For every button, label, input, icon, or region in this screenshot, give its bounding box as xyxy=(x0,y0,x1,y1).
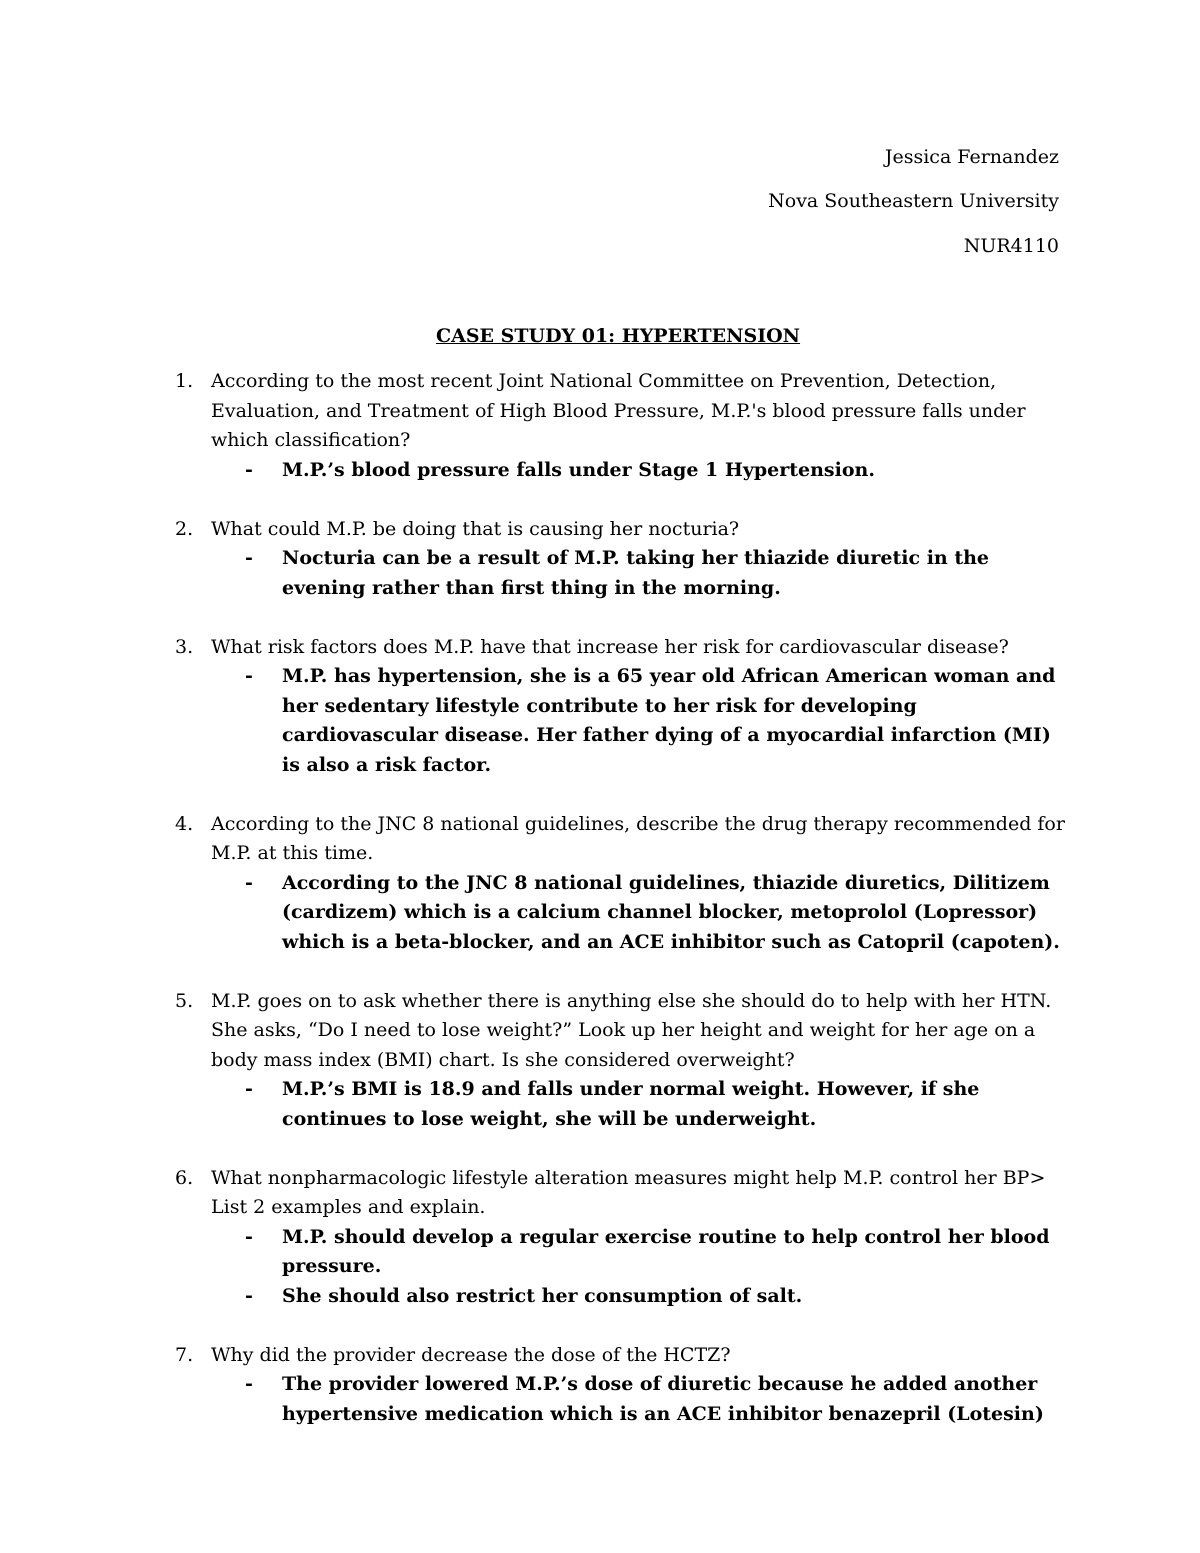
answer-item xyxy=(211,1282,1075,1312)
question-number: 6. xyxy=(175,1166,194,1189)
question-text: M.P. goes on to ask whether there is anything else she should do to help with her HTN. She asks, “Do I need to lose weight?” Look up her height and weight for her age on a body mass index (BMI) chart. Is she considered overweight? xyxy=(211,989,1052,1071)
answer-item xyxy=(211,1075,1075,1134)
question-list xyxy=(175,367,1075,1459)
question-item xyxy=(175,987,1075,1135)
bullet-dash: - xyxy=(245,1373,253,1395)
answer-text: M.P. should develop a regular exercise routine to help control her blood pressure. xyxy=(282,1225,1050,1277)
answer-text: Nocturia can be a result of M.P. taking her thiazide diuretic in the evening rather than first thing in the morning. xyxy=(282,547,990,599)
answer-text: M.P.’s BMI is 18.9 and falls under normal weight. However, if she continues to lose weight, she will be underweight. xyxy=(282,1078,980,1130)
answer-text: M.P. has hypertension, she is a 65 year old African American woman and her sedentary lifestyle contribute to her risk for developing cardiovascular disease. Her father dying of a myocardial infarction (MI) is also a risk factor. xyxy=(282,665,1056,776)
bullet-dash: - xyxy=(245,1225,253,1248)
question-number: 1. xyxy=(175,370,194,392)
question-item xyxy=(175,367,1075,485)
question-number: 3. xyxy=(175,635,194,658)
answer-item xyxy=(211,544,1075,603)
question-item xyxy=(175,810,1075,958)
question-text: According to the most recent Joint National Committee on Prevention, Detection, Evaluation, and Treatment of High Blood Pressure, M.P.'s blood pressure falls under which classification? xyxy=(211,370,1026,451)
answer-text: She should also restrict her consumption of salt. xyxy=(282,1284,803,1307)
answer-item xyxy=(211,869,1075,958)
question-item xyxy=(175,633,1075,781)
university-name: Nova Southeastern University xyxy=(768,190,1059,212)
bullet-dash: - xyxy=(245,665,253,687)
answer-item xyxy=(211,1223,1075,1282)
question-number: 7. xyxy=(175,1343,194,1366)
bullet-dash: - xyxy=(245,871,253,894)
document-title: CASE STUDY 01: HYPERTENSION xyxy=(435,325,801,347)
question-text: What risk factors does M.P. have that increase her risk for cardiovascular disease? xyxy=(211,635,1009,658)
question-item xyxy=(175,1341,1075,1430)
answer-text: M.P.’s blood pressure falls under Stage 1 Hypertension. xyxy=(282,458,875,481)
question-number: 2. xyxy=(175,517,194,540)
answer-text: According to the JNC 8 national guidelines, thiazide diuretics, Dilitizem (cardizem) which is a calcium channel blocker, metoprolol (Lopressor) which is a beta-blocker, and an ACE inhibitor such as Catopril (capoten). xyxy=(282,871,1060,953)
question-number: 5. xyxy=(175,989,194,1012)
bullet-dash: - xyxy=(245,1284,253,1307)
question-item xyxy=(175,1164,1075,1312)
answer-item xyxy=(211,1370,1075,1429)
course-code: NUR4110 xyxy=(963,235,1059,257)
question-text: What nonpharmacologic lifestyle alteration measures might help M.P. control her BP> List 2 examples and explain. xyxy=(211,1166,1046,1218)
question-text: Why did the provider decrease the dose of the HCTZ? xyxy=(211,1343,731,1366)
question-item xyxy=(175,515,1075,604)
answer-text: The provider lowered M.P.’s dose of diuretic because he added another hypertensive medication which is an ACE inhibitor benazepril (Lotesin) xyxy=(282,1373,1044,1425)
bullet-dash: - xyxy=(245,547,253,569)
bullet-dash: - xyxy=(245,458,253,481)
question-number: 4. xyxy=(175,812,194,835)
author-name: Jessica Fernandez xyxy=(884,146,1059,168)
question-text: According to the JNC 8 national guidelines, describe the drug therapy recommended for M.P. at this time. xyxy=(211,812,1065,864)
bullet-dash: - xyxy=(245,1078,253,1100)
answer-item xyxy=(211,662,1075,780)
answer-item xyxy=(211,456,1075,486)
question-text: What could M.P. be doing that is causing her nocturia? xyxy=(211,517,740,540)
